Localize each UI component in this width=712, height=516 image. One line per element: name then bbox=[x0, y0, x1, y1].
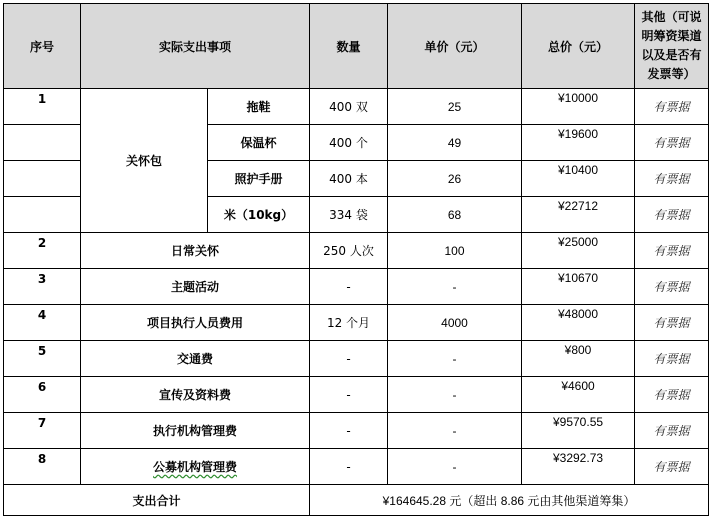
row-qty: - bbox=[310, 341, 388, 377]
row-qty: - bbox=[310, 377, 388, 413]
row-no bbox=[4, 197, 81, 233]
row-no bbox=[4, 161, 81, 197]
row-total: ¥3292.73 bbox=[522, 449, 635, 485]
expense-table bbox=[3, 3, 709, 516]
row-no: 1 bbox=[4, 89, 81, 125]
header-item: 实际支出事项 bbox=[81, 4, 310, 89]
row-price: 25 bbox=[388, 89, 522, 125]
row-price: - bbox=[388, 413, 522, 449]
row-item: 主题活动 bbox=[81, 269, 310, 305]
row-item: 宣传及资料费 bbox=[81, 377, 310, 413]
row-note: 有票据 bbox=[635, 377, 709, 413]
row-total: ¥48000 bbox=[522, 305, 635, 341]
row-total: ¥10670 bbox=[522, 269, 635, 305]
header-other: 其他（可说明筹资渠道以及是否有发票等） bbox=[635, 4, 709, 89]
row-total: ¥25000 bbox=[522, 233, 635, 269]
row-note: 有票据 bbox=[635, 233, 709, 269]
row-no: 3 bbox=[4, 269, 81, 305]
summary-row bbox=[4, 485, 709, 516]
row-price: - bbox=[388, 269, 522, 305]
table-row bbox=[4, 449, 709, 485]
row-qty: 400 个 bbox=[310, 125, 388, 161]
header-total: 总价（元） bbox=[522, 4, 635, 89]
summary-label: 支出合计 bbox=[4, 485, 310, 516]
row-note: 有票据 bbox=[635, 161, 709, 197]
row-total: ¥10400 bbox=[522, 161, 635, 197]
group-label: 关怀包 bbox=[81, 89, 208, 233]
row-price: 49 bbox=[388, 125, 522, 161]
table-row bbox=[4, 233, 709, 269]
row-no bbox=[4, 125, 81, 161]
row-total: ¥9570.55 bbox=[522, 413, 635, 449]
row-item: 执行机构管理费 bbox=[81, 413, 310, 449]
row-qty: 334 袋 bbox=[310, 197, 388, 233]
row-item: 项目执行人员费用 bbox=[81, 305, 310, 341]
row-price: 100 bbox=[388, 233, 522, 269]
row-total: ¥19600 bbox=[522, 125, 635, 161]
row-no: 2 bbox=[4, 233, 81, 269]
row-price: 4000 bbox=[388, 305, 522, 341]
table-row bbox=[4, 341, 709, 377]
row-total: ¥800 bbox=[522, 341, 635, 377]
row-price: - bbox=[388, 377, 522, 413]
row-item-wrap bbox=[81, 449, 310, 485]
row-qty: 250 人次 bbox=[310, 233, 388, 269]
table-row bbox=[4, 269, 709, 305]
row-total: ¥22712 bbox=[522, 197, 635, 233]
row-note: 有票据 bbox=[635, 197, 709, 233]
row-qty: 12 个月 bbox=[310, 305, 388, 341]
row-no: 8 bbox=[4, 449, 81, 485]
row-qty: - bbox=[310, 413, 388, 449]
row-qty: - bbox=[310, 449, 388, 485]
row-price: - bbox=[388, 341, 522, 377]
row-item: 照护手册 bbox=[208, 161, 310, 197]
row-no: 5 bbox=[4, 341, 81, 377]
row-item: 交通费 bbox=[81, 341, 310, 377]
row-item: 米（10kg） bbox=[208, 197, 310, 233]
table-row bbox=[4, 413, 709, 449]
row-item: 公募机构管理费 bbox=[153, 460, 238, 474]
row-item: 保温杯 bbox=[208, 125, 310, 161]
row-note: 有票据 bbox=[635, 305, 709, 341]
table-row bbox=[4, 89, 709, 125]
header-qty: 数量 bbox=[310, 4, 388, 89]
row-price: 68 bbox=[388, 197, 522, 233]
row-note: 有票据 bbox=[635, 413, 709, 449]
row-item: 拖鞋 bbox=[208, 89, 310, 125]
header-unit-price: 单价（元） bbox=[388, 4, 522, 89]
row-total: ¥4600 bbox=[522, 377, 635, 413]
row-qty: 400 双 bbox=[310, 89, 388, 125]
summary-value: ¥164645.28 元（超出 8.86 元由其他渠道筹集） bbox=[310, 485, 709, 516]
row-note: 有票据 bbox=[635, 449, 709, 485]
row-item: 日常关怀 bbox=[81, 233, 310, 269]
row-note: 有票据 bbox=[635, 269, 709, 305]
table-row bbox=[4, 377, 709, 413]
row-qty: 400 本 bbox=[310, 161, 388, 197]
row-qty: - bbox=[310, 269, 388, 305]
row-note: 有票据 bbox=[635, 125, 709, 161]
row-no: 4 bbox=[4, 305, 81, 341]
header-no: 序号 bbox=[4, 4, 81, 89]
header-row bbox=[4, 4, 709, 89]
row-note: 有票据 bbox=[635, 89, 709, 125]
row-no: 7 bbox=[4, 413, 81, 449]
row-note: 有票据 bbox=[635, 341, 709, 377]
table-row bbox=[4, 305, 709, 341]
row-no: 6 bbox=[4, 377, 81, 413]
row-price: 26 bbox=[388, 161, 522, 197]
row-price: - bbox=[388, 449, 522, 485]
row-total: ¥10000 bbox=[522, 89, 635, 125]
